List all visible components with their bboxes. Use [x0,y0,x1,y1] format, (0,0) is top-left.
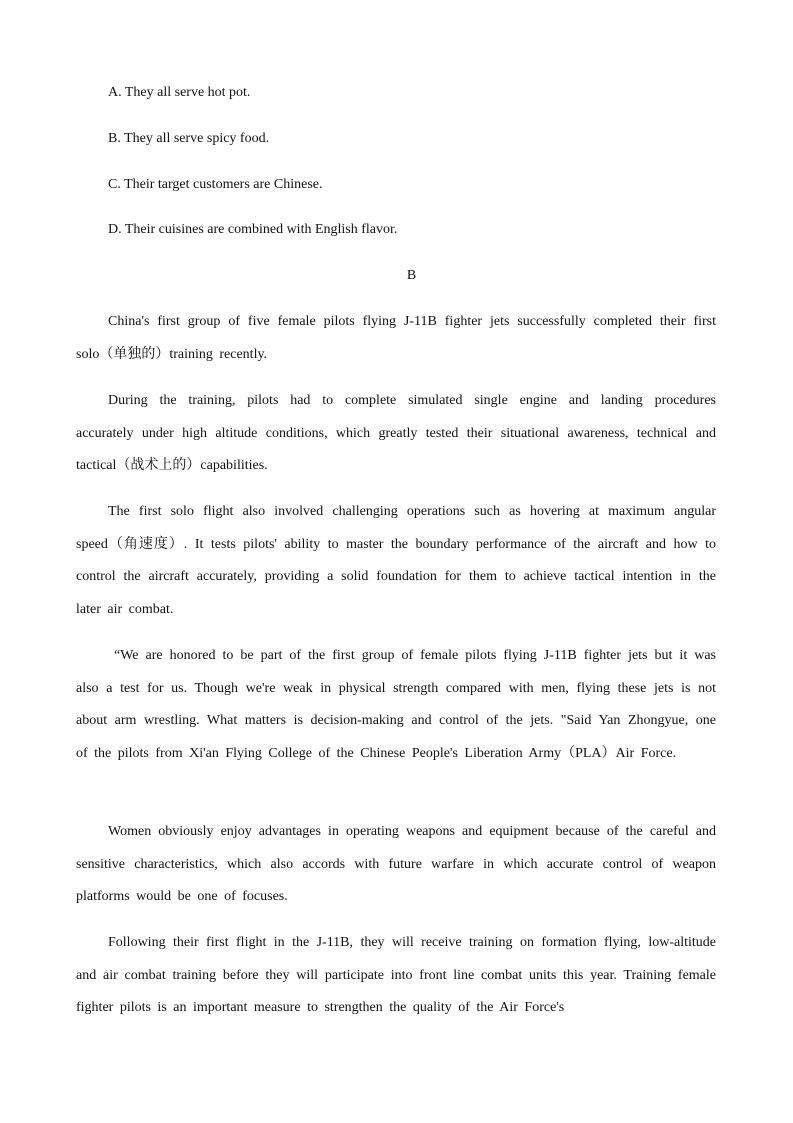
option-b[interactable]: B. They all serve spicy food. [108,131,270,146]
passage-label: B [406,268,417,283]
paragraph-6: Following their first flight in the J-11B, they will receive training on formation flying, low-altitude and air combat training before they will participate into front line combat units this year. Training female fighter pilots is an important measure to strengthen the quality of the Air Force's [76,935,716,1016]
paragraph-5: Women obviously enjoy advantages in operating weapons and equipment because of the careful and sensitive characteristics, which also accords with future warfare in which accurate control of weapon platforms would be one of focuses. [76,824,716,905]
paragraph-2: During the training, pilots had to complete simulated single engine and landing procedures accurately under high altitude conditions, which greatly tested their situational awareness, technical and tactical（战术上的）capabilities. [76,393,716,474]
option-d[interactable]: D. Their cuisines are combined with English flavor. [108,222,398,237]
paragraph-4: “We are honored to be part of the first group of female pilots flying J-11B fighter jets but it was also a test for us. Though we're weak in physical strength compared with men, flying these jets is not about arm wrestling. What matters is decision-making and control of the jets. "Said Yan Zhongyue, one of the pilots from Xi'an Flying College of the Chinese People's Liberation Army（PLA）Air Force. [76,648,716,761]
paragraph-1: China's first group of five female pilots flying J-11B fighter jets successfully completed their first solo（单独的）training recently. [76,314,716,362]
paragraph-3: The first solo flight also involved challenging operations such as hovering at maximum angular speed（角速度）. It tests pilots' ability to master the boundary performance of the aircraft and how to control the aircraft accurately, providing a solid foundation for them to achieve tactical intention in the later air combat. [76,504,716,617]
option-c[interactable]: C. Their target customers are Chinese. [108,177,323,192]
option-a[interactable]: A. They all serve hot pot. [108,85,251,100]
